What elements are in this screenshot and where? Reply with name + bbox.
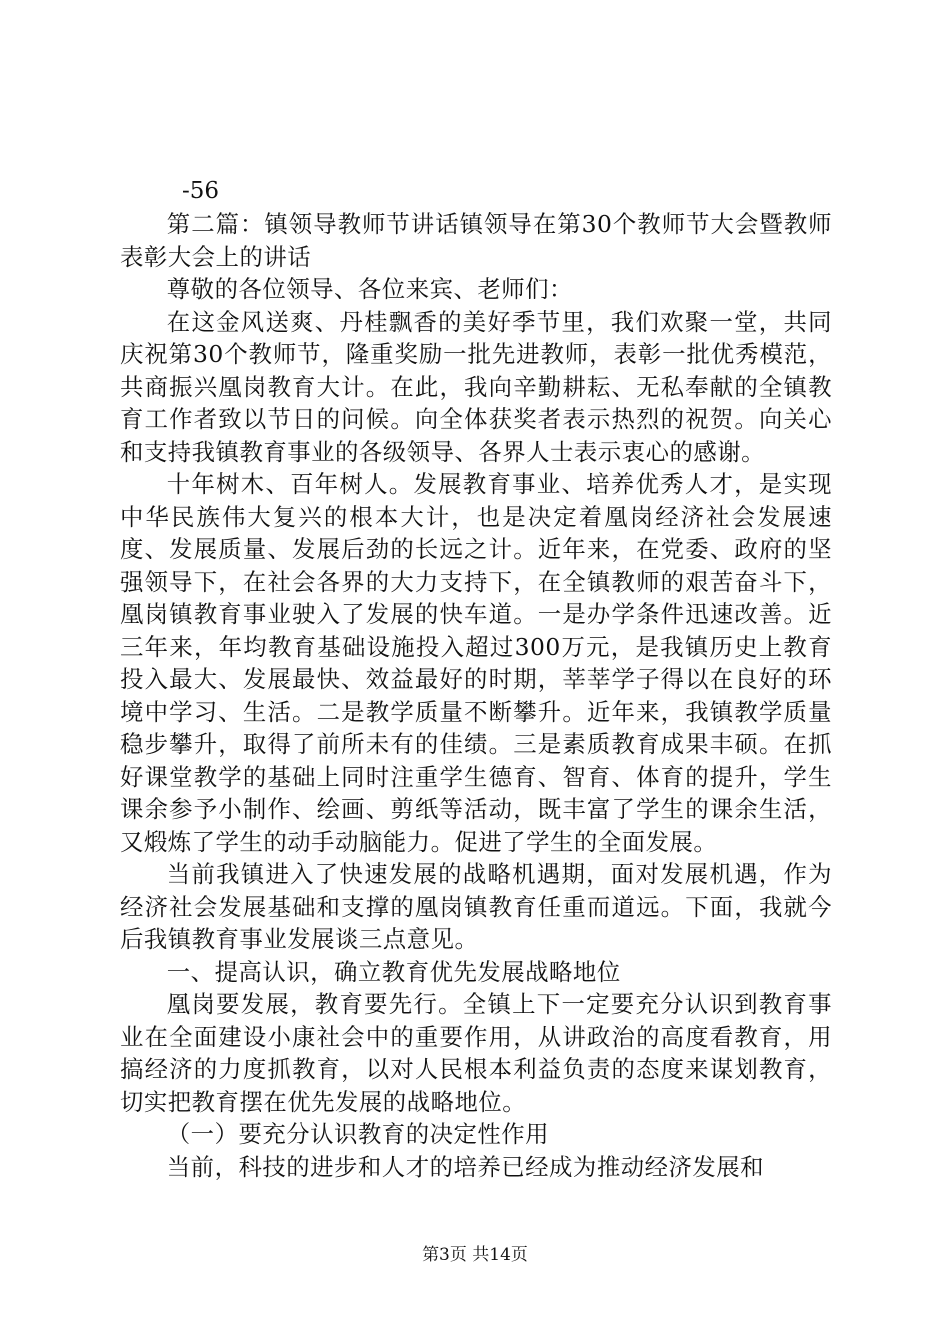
section-heading: 一、提高认识，确立教育优先发展战略地位 xyxy=(166,957,621,986)
body-paragraph: 当前，科技的进步和人才的培养已经成为推动经济发展和 xyxy=(166,1152,765,1181)
article-title-paragraph: 第二篇：镇领导教师节讲话镇领导在第30个教师节大会暨教师表彰大会上的讲话 xyxy=(120,210,832,271)
previous-page-fragment: -56 xyxy=(182,178,220,204)
document-page xyxy=(120,176,832,1183)
salutation-paragraph: 尊敬的各位领导、各位来宾、老师们： xyxy=(166,275,573,303)
body-paragraph: 当前我镇进入了快速发展的战略机遇期，面对发展机遇，作为经济社会发展基础和支撑的凰岗镇教育任重而道远。下面，我就今后我镇教育事业发展谈三点意见。 xyxy=(120,860,832,953)
page-footer: 第3页 共14页 xyxy=(422,1245,528,1265)
body-paragraph: 在这金风送爽、丹桂飘香的美好季节里，我们欢聚一堂，共同庆祝第30个教师节，隆重奖励一批先进教师，表彰一批优秀模范，共商振兴凰岗教育大计。在此，我向辛勤耕耘、无私奉献的全镇教育工作者致以节日的问候。向全体获奖者表示热烈的祝贺。向关心和支持我镇教育事业的各级领导、各界人士表示衷心的感谢。 xyxy=(120,307,832,466)
body-paragraph: 十年树木、百年树人。发展教育事业、培养优秀人才，是实现中华民族伟大复兴的根本大计，也是决定着凰岗经济社会发展速度、发展质量、发展后劲的长远之计。近年来，在党委、政府的坚强领导下，在社会各界的大力支持下，在全镇教师的艰苦奋斗下，凰岗镇教育事业驶入了发展的快车道。一是办学条件迅速改善。近三年来，年均教育基础设施投入超过300万元，是我镇历史上教育投入最大、发展最快、效益最好的时期，莘莘学子得以在良好的环境中学习、生活。二是教学质量不断攀升。近年来，我镇教学质量稳步攀升，取得了前所未有的佳绩。三是素质教育成果丰硕。在抓好课堂教学的基础上同时注重学生德育、智育、体育的提升，学生课余参予小制作、绘画、剪纸等活动，既丰富了学生的课余生活，又煅炼了学生的动手动脑能力。促进了学生的全面发展。 xyxy=(120,470,832,856)
subsection-heading: （一）要充分认识教育的决定性作用 xyxy=(166,1120,550,1148)
body-paragraph: 凰岗要发展，教育要先行。全镇上下一定要充分认识到教育事业在全面建设小康社会中的重要作用，从讲政治的高度看教育，用搞经济的力度抓教育，以对人民根本利益负责的态度来谋划教育，切实把教育摆在优先发展的战略地位。 xyxy=(120,990,832,1116)
